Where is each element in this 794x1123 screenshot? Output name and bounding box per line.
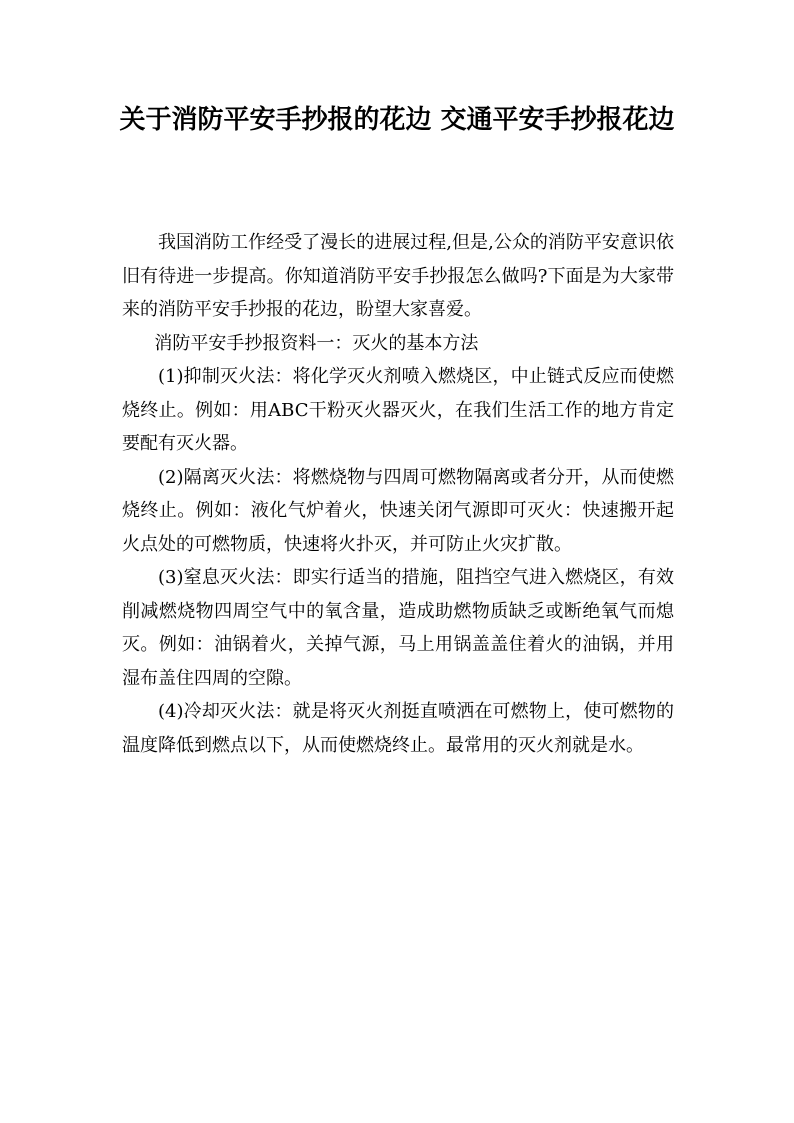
intro-paragraph: 我国消防工作经受了漫长的进展过程,但是,公众的消防平安意识依旧有待进一步提高。你知道消防平安手抄报怎么做吗?下面是为大家带来的消防平安手抄报的花边，盼望大家喜爱。 (122, 232, 674, 320)
method-paragraph-3: (3)窒息灭火法：即实行适当的措施，阻挡空气进入燃烧区，有效削减燃烧物四周空气中的氧含量，造成助燃物质缺乏或断绝氧气而熄灭。例如：油锅着火，关掉气源，马上用锅盖盖住着火的油锅，并用湿布盖住四周的空隙。 (122, 567, 674, 689)
method-paragraph-1: (1)抑制灭火法：将化学灭火剂喷入燃烧区，中止链式反应而使燃烧终止。例如：用ABC干粉灭火器灭火，在我们生活工作的地方肯定要配有灭火器。 (122, 366, 674, 454)
method-paragraph-4: (4)冷却灭火法：就是将灭火剂挺直喷洒在可燃物上，使可燃物的温度降低到燃点以下，从而使燃烧终止。最常用的灭火剂就是水。 (122, 701, 674, 756)
document-body (122, 226, 674, 762)
document-title: 关于消防平安手抄报的花边 交通平安手抄报花边 (119, 105, 675, 135)
method-paragraph-2: (2)隔离灭火法：将燃烧物与四周可燃物隔离或者分开，从而使燃烧终止。例如：液化气炉着火，快速关闭气源即可灭火：快速搬开起火点处的可燃物质，快速将火扑灭，并可防止火灾扩散。 (122, 466, 674, 555)
section-heading: 消防平安手抄报资料一：灭火的基本方法 (154, 332, 479, 354)
